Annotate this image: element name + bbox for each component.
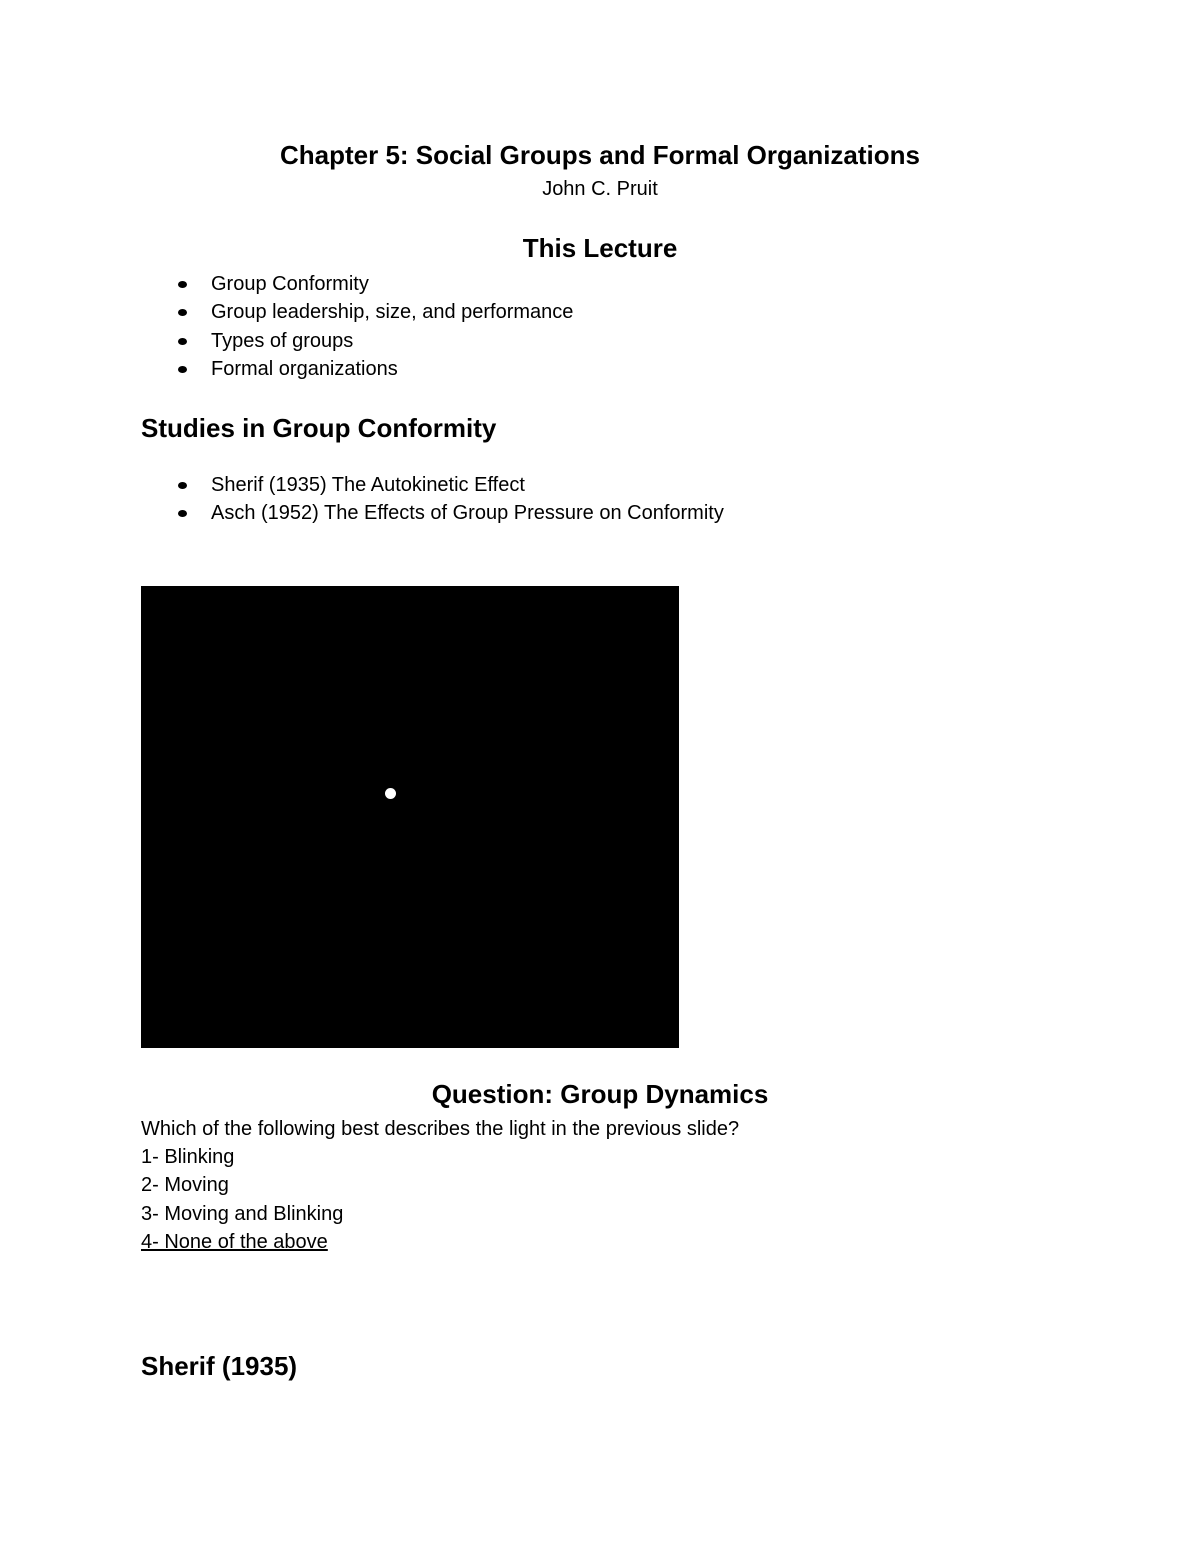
bullet-icon [178,281,187,288]
answer-option: 2- Moving [141,1174,229,1196]
list-item: Group leadership, size, and performance [141,298,573,326]
light-dot [385,788,396,799]
list-item: Sherif (1935) The Autokinetic Effect [141,471,724,499]
answer-option: 3- Moving and Blinking [141,1203,344,1225]
question-heading: Question: Group Dynamics [431,1079,769,1109]
question-prompt: Which of the following best describes the light in the previous slide? [141,1118,740,1140]
list-item: Formal organizations [141,355,573,383]
this-lecture-list [141,270,573,384]
sherif-heading: Sherif (1935) [141,1351,298,1381]
autokinetic-figure [141,586,679,1048]
document-title: Chapter 5: Social Groups and Formal Organizations [280,140,920,170]
author-name: John C. Pruit [542,178,658,200]
list-item: Types of groups [141,327,573,355]
answer-option: 1- Blinking [141,1146,235,1168]
bullet-icon [178,309,187,316]
bullet-icon [178,338,187,345]
this-lecture-heading: This Lecture [522,233,678,263]
list-item: Asch (1952) The Effects of Group Pressure on Conformity [141,499,724,527]
bullet-icon [178,510,187,517]
list-item: Group Conformity [141,270,573,298]
answer-option-correct: 4- None of the above [141,1231,328,1253]
studies-list [141,471,724,528]
studies-heading: Studies in Group Conformity [141,413,497,443]
bullet-icon [178,482,187,489]
bullet-icon [178,366,187,373]
